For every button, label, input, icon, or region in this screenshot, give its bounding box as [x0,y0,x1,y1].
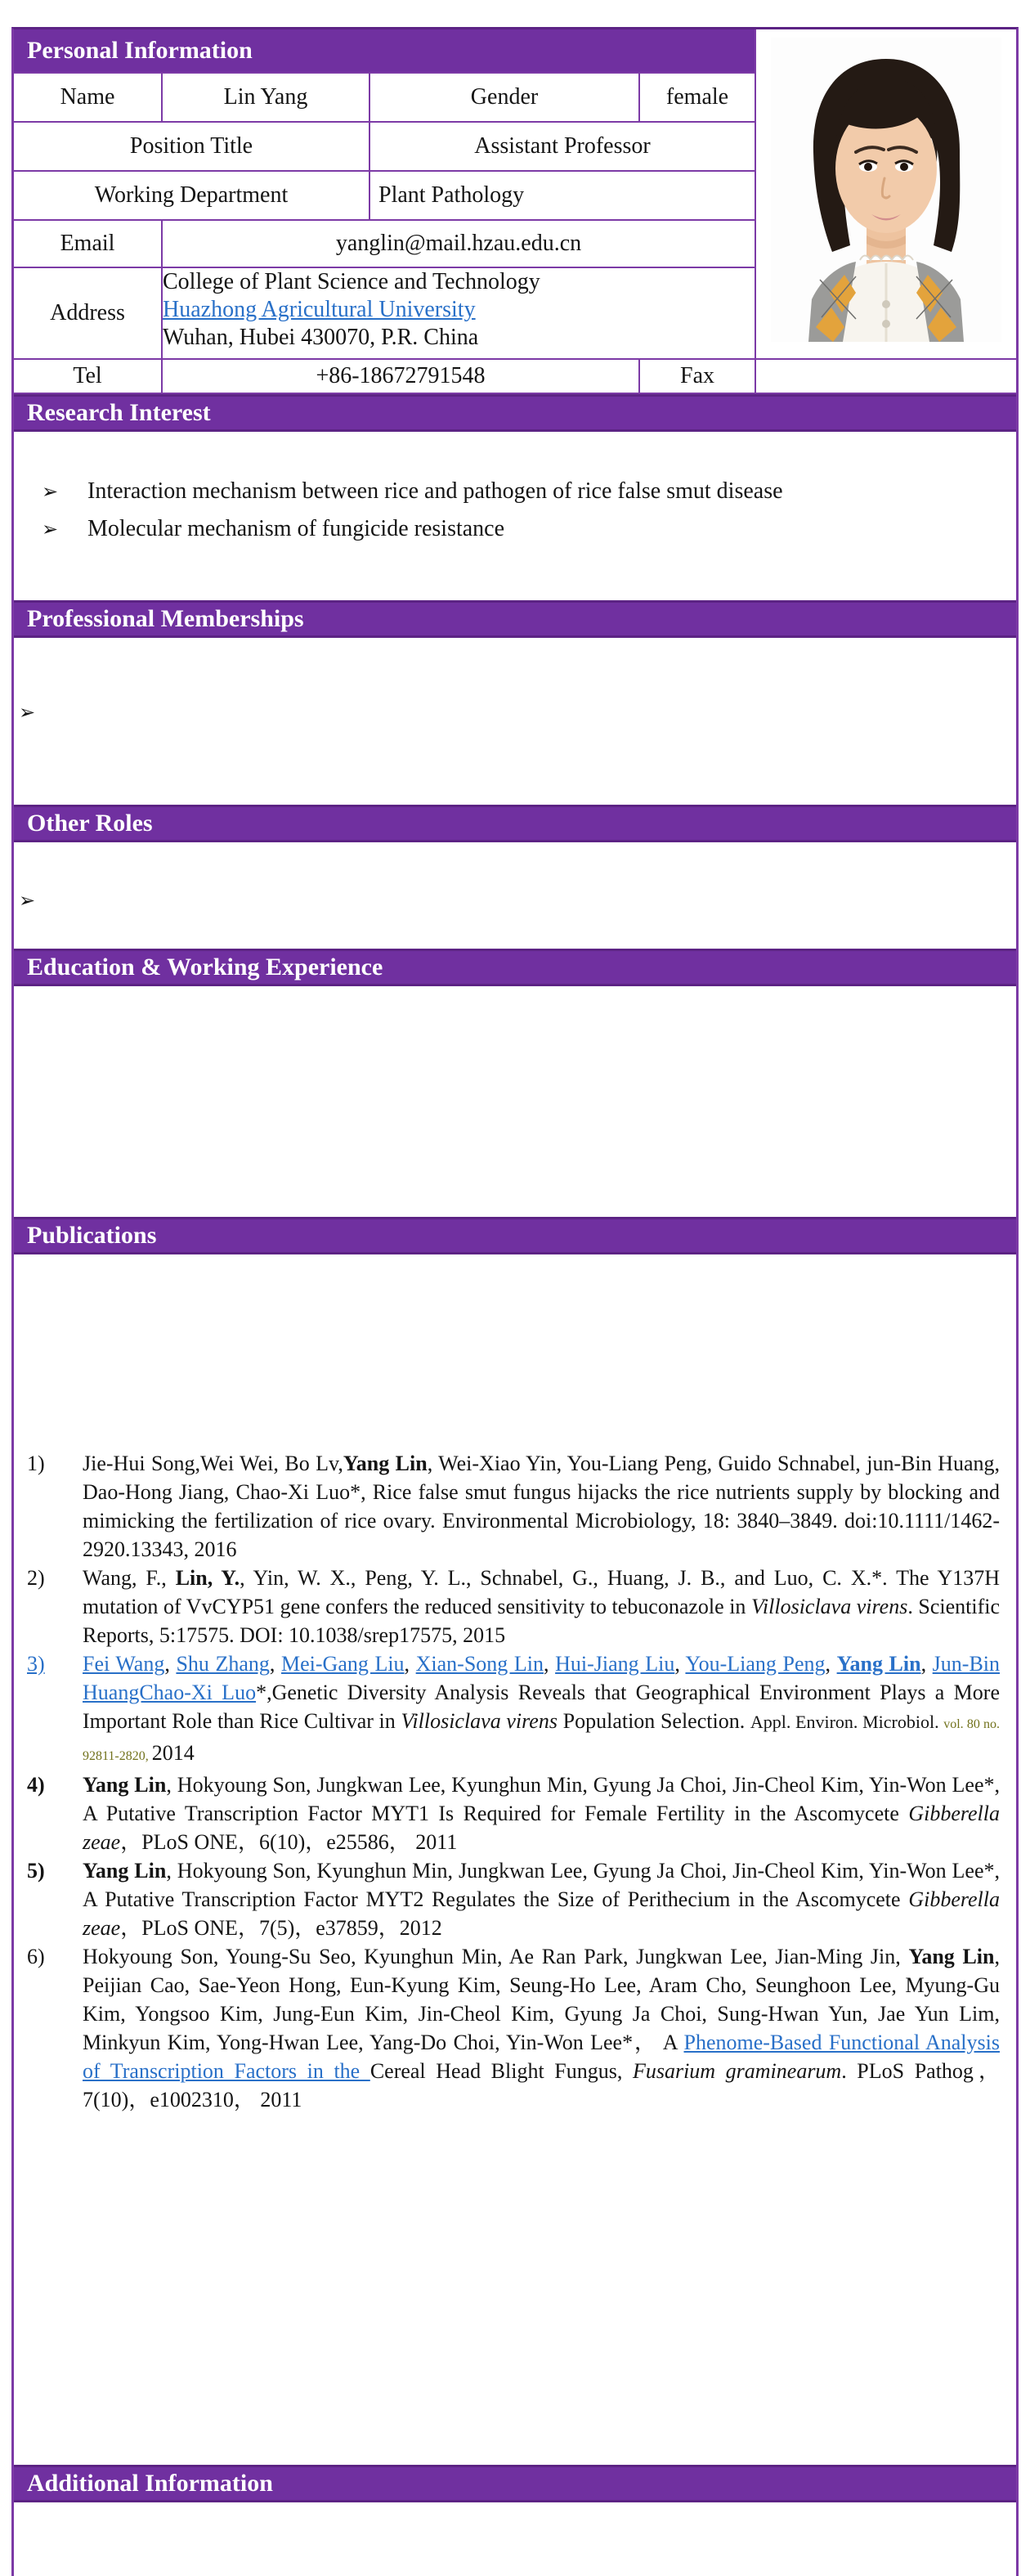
publication-link[interactable]: Hui-Jiang Liu [555,1652,675,1676]
membership-bullet-item [19,693,992,731]
publication-item [14,1564,1000,1649]
publication-item [14,1856,1000,1942]
education-content [14,986,1016,1217]
address-line1: College of Plant Science and Technology [163,269,540,294]
tel-label: Tel [14,360,161,393]
publication-text-segment: Lin, Y. [175,1566,240,1590]
section-title: Publications [27,1222,157,1249]
professional-memberships-content [14,638,1016,805]
section-title: Education & Working Experience [27,954,383,981]
publication-text-segment: Villosiclava virens [401,1709,558,1733]
publication-text-segment: Population Selection. [557,1709,750,1733]
section-header-professional-memberships [14,600,1016,638]
publication-text-segment: . PLoS Pathog，7(10)，e1002310， 2011 [83,2059,1001,2112]
publication-text-segment: , [164,1652,177,1676]
publication-text-segment: vol. 80 no. 92811-2820, [83,1717,1001,1763]
address-label: Address [14,268,161,358]
publication-text-segment: *,Genetic Diversity Analysis Reveals that Geographical Environment Plays a More Important Role than Rice Cultivar in [83,1681,1000,1733]
publication-text-segment: Yang Lin [908,1945,995,1968]
profile-photo [756,29,1016,358]
publication-text-segment: Jie-Hui Song,Wei Wei, Bo Lv, [83,1452,343,1475]
publication-link[interactable]: Mei-Gang Liu [281,1652,405,1676]
publication-text-segment: . Scientific Reports, 5:17575. DOI: 10.1038/srep17575, 2015 [83,1595,1000,1647]
department-value: Plant Pathology [370,172,755,219]
email-value: yanglin@mail.hzau.edu.cn [163,221,755,267]
research-interest-content [14,432,1016,600]
arrow-bullet-icon: ➢ [19,889,36,912]
publication-text-segment: Fusarium graminearum [632,2059,842,2083]
publication-body [83,1945,1000,2112]
publication-text-segment: , [404,1652,416,1676]
publication-text-segment: Gibberella zeae [83,1802,1000,1854]
education-line [25,1142,1000,1178]
publication-text-segment: Gibberella zeae [83,1887,1000,1940]
arrow-bullet-icon: ➢ [42,518,59,541]
publication-text-segment: , Wei-Xiao Yin, You-Liang Peng, Guido Schnabel, jun-Bin Huang, Dao-Hong Jiang, Chao-Xi Luo*, Rice false smut fungus hijacks the rice nutrients supply by blocking and mimicking the fertilization of rice ovary. Environmental Microbiology, 18: 3840–3849. doi:10.1111/1462-2920.13343, 2016 [83,1452,1000,1561]
publication-text-segment: Hokyoung Son, Young-Su Seo, Kyunghun Min, Ae Ran Park, Jungkwan Lee, Jian-Ming Jin, [83,1945,909,1968]
publication-body [83,1773,1000,1854]
publication-item [14,1770,1000,1856]
arrow-bullet-icon: ➢ [19,701,36,724]
publication-text-segment: Yang Lin [83,1859,167,1883]
section-header-other-roles [14,805,1016,842]
arrow-bullet-icon: ➢ [42,480,59,503]
publication-number: 1) [27,1452,45,1475]
publication-text-segment: , [920,1652,933,1676]
publication-text-segment: Appl. Environ. Microbiol. [750,1712,944,1732]
other-roles-content [14,842,1016,949]
section-header-research-interest [14,394,1016,432]
publication-number: 2) [27,1566,45,1590]
publication-text-segment: Yang Lin [343,1452,428,1475]
publications-content [14,1254,1016,2465]
publication-text-segment: , Hokyoung Son, Kyunghun Min, Jungkwan Lee, Gyung Ja Choi, Jin-Cheol Kim, Yin-Won Lee*, A Putative Transcription Factor MYT2 Regulates the Size of Perithecium in the Ascomycete [83,1859,1000,1911]
section-title: Personal Information [27,37,253,64]
research-bullet-item [42,510,992,548]
publication-number: 4) [27,1773,45,1797]
section-title: Professional Memberships [27,605,304,632]
additional-information-content [14,2502,1016,2576]
page-frame [11,27,1019,2576]
education-line [25,1068,1000,1105]
bullet-text: Interaction mechanism between rice and pathogen of rice false smut disease [87,478,783,504]
publication-item [14,1649,1000,1770]
section-title: Research Interest [27,399,211,426]
publication-link[interactable]: Fei Wang [83,1652,165,1676]
section-header-education [14,949,1016,986]
publication-text-segment: 2014 [151,1741,195,1765]
gender-label: Gender [370,74,638,121]
publication-text-segment: ，PLoS ONE，7(5)，e37859，2012 [120,1916,442,1940]
publication-text-segment: Villosiclava virens [750,1595,908,1618]
publication-text-segment: , [825,1652,837,1676]
email-label: Email [14,221,161,267]
address-line3: Wuhan, Hubei 430070, P.R. China [163,325,479,350]
publication-link[interactable]: Yang Lin [836,1652,921,1676]
research-bullet-item [42,473,992,510]
publication-text-segment: Wang, F., [83,1566,176,1590]
publication-link[interactable]: Xian-Song Lin [415,1652,544,1676]
publication-body [83,1566,1000,1647]
fax-value [756,360,1016,393]
personal-info-table [14,29,1016,394]
department-label: Working Department [14,172,369,219]
education-line [25,1031,1000,1068]
position-title-value: Assistant Professor [370,123,755,170]
section-header-additional-information [14,2465,1016,2502]
gender-value: female [640,74,755,121]
university-link[interactable]: Huazhong Agricultural University [163,297,476,322]
publication-item [14,1449,1000,1564]
publication-body [83,1859,1000,1940]
section-title: Additional Information [27,2470,273,2497]
name-label: Name [14,74,161,121]
address-value [163,268,755,358]
publication-number: 5) [27,1859,45,1883]
fax-label: Fax [640,360,755,393]
publication-text-segment: , Peijian Cao, Sae-Yeon Hong, Eun-Kyung Kim, Seung-Ho Lee, Aram Cho, Seunghoon Lee, Myung-Gu Kim, Yongsoo Kim, Jung-Eun Kim, Jin-Cheol Kim, Gyung Ja Choi, Sung-Hwan Yun, Jae Yun Lim, Minkyun Kim, Yong-Hwan Lee, Yang-Do Choi, Yin-Won Lee*， A [83,1945,1000,2054]
publication-body [83,1652,1000,1765]
publication-body [83,1452,1000,1561]
position-title-label: Position Title [14,123,369,170]
publication-link[interactable]: Jun-Bin HuangChao-Xi Luo [83,1652,1001,1704]
bullet-text: Molecular mechanism of fungicide resistance [87,516,505,541]
education-line [25,994,1000,1031]
publication-item [14,1942,1000,2114]
publication-link[interactable]: Shu Zhang [176,1652,270,1676]
portrait-photo-illustration [771,38,1001,342]
publication-link[interactable]: You-Liang Peng [685,1652,826,1676]
publication-number: 6) [27,1945,45,1968]
publication-text-segment: ，PLoS ONE，6(10)，e25586， 2011 [120,1830,458,1854]
publication-text-segment: Yang Lin [83,1773,167,1797]
tel-value: +86-18672791548 [163,360,638,393]
publication-text-segment: , [544,1652,556,1676]
section-title: Other Roles [27,810,153,837]
section-header-personal-information [14,29,755,72]
publication-text-segment: , [674,1652,686,1676]
publication-text-segment: , Yin, W. X., Peng, Y. L., Schnabel, G., Huang, J. B., and Luo, C. X.*. The Y137H mutation of VvCYP51 gene confers the reduced sensitivity to tebuconazole in [83,1566,1000,1618]
other-role-bullet-item [19,882,992,919]
publication-text-segment: , [269,1652,281,1676]
name-value: Lin Yang [163,74,369,121]
section-header-publications [14,1217,1016,1254]
publication-text-segment: , Hokyoung Son, Jungkwan Lee, Kyunghun Min, Gyung Ja Choi, Jin-Cheol Kim, Yin-Won Lee*, A Putative Transcription Factor MYT1 Is Required for Female Fertility in the Ascomycete [83,1773,1000,1825]
publication-text-segment: Cereal Head Blight Fungus, [369,2059,633,2083]
education-line [25,1105,1000,1142]
publication-link[interactable]: Phenome-Based Functional Analysis of Transcription Factors in the [83,2031,1000,2083]
publication-number: 3) [27,1652,45,1676]
